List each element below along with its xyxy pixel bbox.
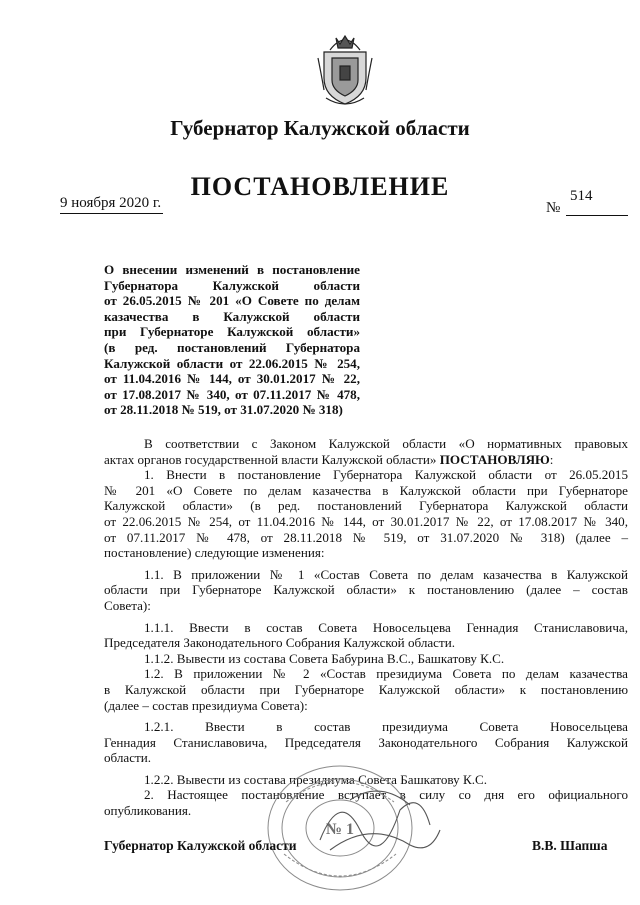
subject-line: при Губернаторе Калужской области» <box>104 324 360 340</box>
signatory-position: Губернатор Калужской области <box>104 838 297 853</box>
subject-line: Губернатора Калужской области <box>104 277 360 293</box>
body-line: области. <box>104 750 152 766</box>
body-line: опубликования. <box>104 803 192 819</box>
subject-line: от 11.04.2016 № 144, от 30.01.2017 № 22, <box>104 371 360 387</box>
number-underline <box>566 215 628 216</box>
body-line: постановление) следующие изменения: <box>104 545 325 561</box>
body-line: № 201 «О Совете по делам казачества в Калужской области при Губернаторе <box>104 482 628 498</box>
signatory-name: В.В. Шапша <box>532 838 608 853</box>
body-line: 1.1.1. Ввести в состав Совета Новосельцева Геннадия Станиславовича, <box>144 619 628 635</box>
clause-1-1-2 <box>104 651 628 667</box>
subject-line: (в ред. постановлений Губернатора <box>104 339 360 355</box>
body-line: Калужской области» (в ред. постановлений Губернатора Калужской области <box>104 498 628 514</box>
issuing-authority: Губернатор Калужской области <box>170 116 470 140</box>
body-line: 1.2.2. Вывести из состава президиума Совета Башкатову К.С. <box>144 771 487 787</box>
clause-1 <box>104 467 628 561</box>
body-line: (далее – состав президиума Совета): <box>104 697 308 713</box>
clause-1-2-1 <box>104 719 628 766</box>
document-subject <box>104 262 360 418</box>
handwritten-signature-icon <box>290 770 460 880</box>
body-line: 1.1. В приложении № 1 «Состав Совета по делам казачества в Калужской <box>144 566 628 582</box>
clause-1-1 <box>104 567 628 614</box>
body-line: 1. Внести в постановление Губернатора Калужской области от 26.05.2015 <box>144 467 628 483</box>
decree-word: ПОСТАНОВЛЯЮ <box>439 451 550 467</box>
body-line: Геннадия Станиславовича, Председателя Законодательного Собрания Калужской <box>104 734 628 750</box>
subject-line: Калужской области от 22.06.2015 № 254, <box>104 355 360 371</box>
clause-1-1-1 <box>104 620 628 651</box>
preamble <box>104 436 628 467</box>
body-line: Председателя Законодательного Собрания Калужской области. <box>104 635 455 651</box>
subject-line: от 17.08.2017 № 340, от 07.11.2017 № 478, <box>104 386 360 402</box>
document-type-title: ПОСТАНОВЛЕНИЕ <box>190 172 450 201</box>
body-line: 1.2. В приложении № 2 «Состав президиума Совета по делам казачества <box>144 666 628 682</box>
body-line: В соответствии с Законом Калужской области «О нормативных правовых <box>144 436 628 451</box>
body-line: актах органов государственной власти Калужской области» ПОСТАНОВЛЯЮ: <box>104 451 554 467</box>
body-line: актах органов государственной власти Калужской области» <box>104 451 437 467</box>
number-label: № <box>546 200 561 216</box>
body-line: 2. Настоящее постановление вступает в силу со дня его официального <box>144 787 628 803</box>
subject-line: казачества в Калужской области <box>104 308 360 324</box>
body-line: от 07.11.2017 № 478, от 28.11.2018 № 519, от 31.07.2020 № 318) (далее – <box>104 529 628 545</box>
body-line: области при Губернаторе Калужской области» к постановлению (далее – состав <box>104 582 628 598</box>
subject-line: от 26.05.2015 № 201 «О Совете по делам <box>104 293 360 309</box>
clause-1-2 <box>104 666 628 713</box>
subject-line: О внесении изменений в постановление <box>104 262 360 277</box>
body-line: Совета): <box>104 597 151 613</box>
body-line: 1.1.2. Вывести из состава Совета Бабурина В.С., Башкатову К.С. <box>144 650 505 666</box>
body-line: в Калужской области при Губернаторе Калужской области» к постановлению <box>104 681 628 697</box>
body-line: от 22.06.2015 № 254, от 11.04.2016 № 144, от 30.01.2017 № 22, от 17.08.2017 № 340, <box>104 513 628 529</box>
subject-line: от 28.11.2018 № 519, от 31.07.2020 № 318) <box>104 402 343 418</box>
document-date: 9 ноября 2020 г. <box>60 195 163 214</box>
body-line: 1.2.1. Ввести в состав президиума Совета Новосельцева <box>144 719 628 735</box>
seal-number: № 1 <box>325 821 355 838</box>
document-number: 514 <box>570 188 593 204</box>
coat-of-arms-icon <box>316 28 374 108</box>
